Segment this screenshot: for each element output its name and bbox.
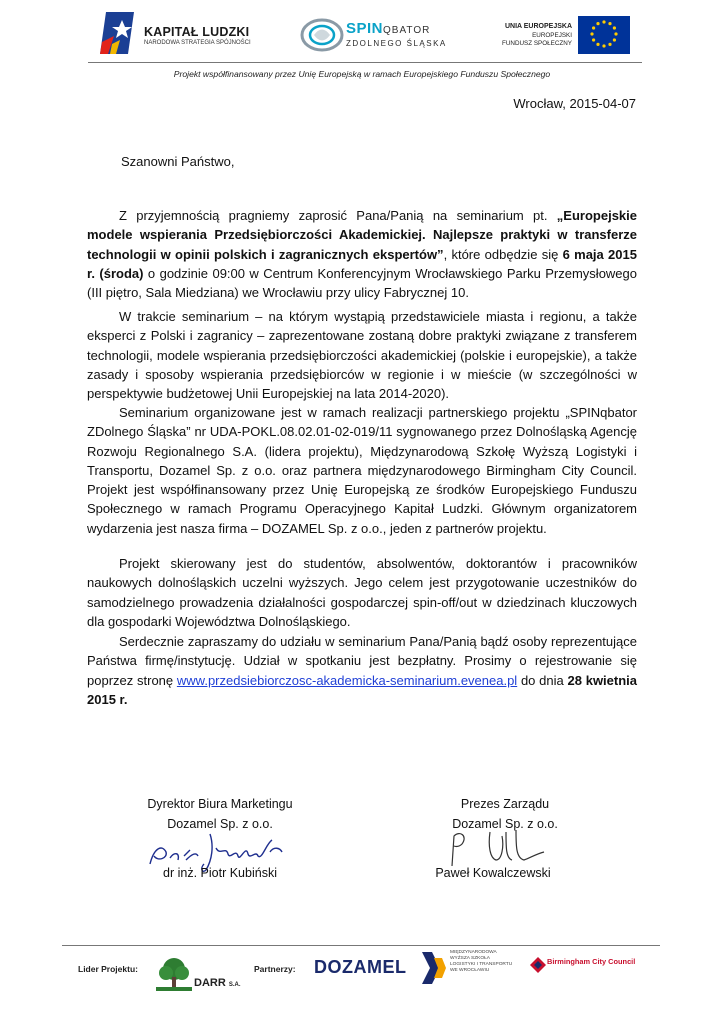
header-cofinancing-note: Projekt współfinansowany przez Unię Europejską w ramach Europejskiego Funduszu Społecznego	[173, 69, 551, 79]
dozamel-logo: DOZAMEL	[314, 957, 407, 977]
paragraph-invitation: Z przyjemnością pragniemy zaprosić Pana/Panią na seminarium pt. „Europejskie modele wspierania Przedsiębiorczości Akademickiej. Najlepsze praktyki w transferze technologii w opinii polskich i zagranicznych ekspertów”, które odbędzie się 6 maja 2015 r. (środa) o godzinie 09:00 w Centrum Konferencyjnym Wrocławskiego Parku Przemysłowego (III piętro, Sala Miedziana) we Wrocławiu przy ulicy Fabrycznej 10.	[87, 208, 637, 301]
signature-left-company: Dozamel Sp. z o.o.	[167, 817, 273, 831]
eu-logo	[480, 14, 630, 58]
kapital-ludzki-subtitle: NARODOWA STRATEGIA SPÓJNOŚCI	[144, 40, 251, 46]
birmingham-city-council-logo	[530, 955, 645, 975]
signature-left-title: Dyrektor Biura Marketingu	[147, 797, 293, 811]
kapital-ludzki-title: KAPITAŁ LUDZKI	[144, 25, 250, 39]
spinqbator-emblem-icon	[300, 18, 344, 52]
letter-greeting: Szanowni Państwo,	[121, 154, 235, 169]
spinqbator-logo	[300, 18, 460, 54]
wsl-emblem-icon	[420, 950, 448, 986]
spinqbator-subtitle: ZDOLNEGO ŚLĄSKA	[346, 39, 447, 48]
signature-right-company: Dozamel Sp. z o.o.	[452, 817, 558, 831]
wsl-name: MIĘDZYNARODOWA WYŻSZA SZKOŁA LOGISTYKI I TRANSPORTU WE WROCŁAWIU	[450, 950, 513, 973]
signature-left-name: dr inż. Piotr Kubiński	[163, 866, 277, 880]
kapital-ludzki-logo	[100, 12, 270, 56]
handwritten-signature-right	[440, 826, 570, 870]
footer-lider-label: Lider Projektu:	[78, 964, 138, 974]
birmingham-city-council-name: Birmingham City Council	[547, 957, 636, 966]
footer-divider	[62, 945, 660, 946]
header-divider	[88, 62, 642, 63]
signature-right-name: Paweł Kowalczewski	[435, 866, 551, 880]
eu-text: UNIA EUROPEJSKA EUROPEJSKI FUNDUSZ SPOŁECZNY	[502, 23, 572, 47]
spinqbator-name: SPINQBATOR	[346, 20, 431, 37]
paragraph-project-info: Seminarium organizowane jest w ramach realizacji partnerskiego projektu „SPINqbator ZDolnego Śląska” nr UDA-POKL.08.02.01-02-019/11 sygnowanego przez Dolnośląską Agencję Rozwoju Regionalnego S.A. (lidera projektu), Międzynarodową Szkołę Wyższą Logistyki i Transportu, Dozamel Sp. z o.o. oraz partnera międzynarodowego Birmingham City Council. Projekt jest współfinansowany przez Unię Europejską ze środków Europejskiego Funduszu Społecznego w ramach Programu Operacyjnego Kapitał Ludzki. Głównym organizatorem wydarzenia jest nasza firma – DOZAMEL Sp. z o.o., jeden z partnerów projektu.	[87, 405, 637, 536]
wsl-logo	[420, 950, 520, 986]
footer-partners-label: Partnerzy:	[254, 964, 296, 974]
birmingham-emblem-icon	[530, 955, 546, 973]
eu-flag-icon	[578, 16, 630, 54]
darr-logo	[152, 955, 248, 995]
registration-link[interactable]: www.przedsiebiorczosc-akademicka-seminarium.evenea.pl	[176, 672, 518, 688]
paragraph-seminar-program: W trakcie seminarium – na którym wystąpią przedstawiciele miasta i regionu, a także eksperci z Polski i zagranicy – zaprezentowane zostaną dobre praktyki związane z transferem technologii, modele wspierania przedsiębiorczości akademickiej (polskie i europejskie), a także zasady i sposoby wspierania przedsiębiorców w regionie i w mieście (w szczególności w perspektywie budżetowej Unii Europejskiej na lata 2014-2020).	[87, 309, 637, 402]
signature-right-title: Prezes Zarządu	[460, 797, 550, 811]
darr-tree-icon	[154, 955, 194, 995]
paragraph-registration: Serdecznie zapraszamy do udziału w seminarium Pana/Panią bądź osoby reprezentujące Państwa firmę/instytucję. Udział w spotkaniu jest bezpłatny. Prosimy o rejestrowanie się poprzez stronę www.przedsiebiorczosc-akademicka-seminarium.evenea.pl do dnia 28 kwietnia 2015 r.	[87, 634, 638, 707]
letter-date: Wrocław, 2015-04-07	[513, 96, 636, 111]
kapital-ludzki-emblem-icon	[100, 12, 140, 54]
darr-name: DARR S.A.	[194, 977, 241, 989]
paragraph-project-target: Projekt skierowany jest do studentów, absolwentów, doktorantów i pracowników naukowych dolnośląskich uczelni wyższych. Jego celem jest przygotowanie uczestników do samodzielnego prowadzenia działalności gospodarczej spin-off/out w dziedzinach kluczowych dla gospodarki Województwa Dolnośląskiego.	[87, 556, 637, 629]
